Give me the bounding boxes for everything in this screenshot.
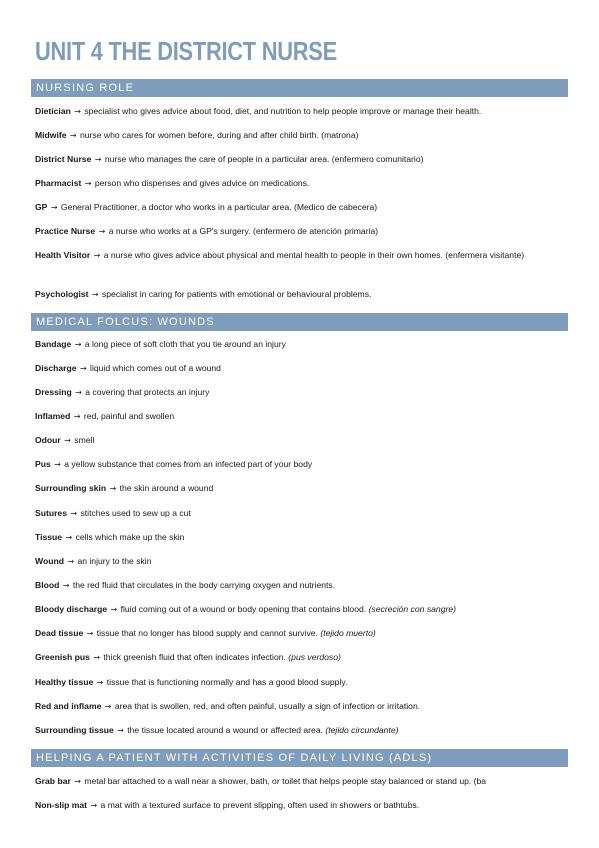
- glossary-term: Healthy tissue: [35, 677, 94, 687]
- glossary-entry: [35, 458, 565, 471]
- glossary-entry: [35, 225, 565, 238]
- glossary-term: GP: [35, 202, 48, 212]
- glossary-term: Wound: [35, 556, 64, 566]
- glossary-definition: nurse who manages the care of people in a particular area. (enfermero comunitario): [104, 154, 424, 164]
- glossary-entry: [35, 799, 565, 812]
- glossary-entry: [35, 531, 565, 544]
- arrow-right-icon: →: [109, 484, 117, 493]
- arrow-right-icon: →: [54, 460, 61, 469]
- arrow-right-icon: →: [64, 436, 71, 445]
- glossary-term: Bloody discharge: [35, 604, 108, 614]
- glossary-term: Inflamed: [35, 411, 71, 421]
- glossary-term: Dead tissue: [35, 628, 84, 638]
- glossary-definition: a yellow substance that comes from an infected part of your body: [64, 459, 313, 469]
- glossary-entry: [35, 105, 565, 118]
- glossary-definition: a long piece of soft cloth that you tie around an injury: [84, 339, 286, 349]
- glossary-entry: [35, 288, 565, 301]
- arrow-right-icon: →: [65, 533, 73, 542]
- arrow-right-icon: →: [86, 629, 94, 638]
- glossary-definition: General Practitioner, a doctor who works in a particular area. (Medico de cabecera): [60, 202, 378, 212]
- glossary-entry: [35, 201, 565, 214]
- glossary-entry: [35, 651, 565, 664]
- glossary-term: Pus: [35, 459, 51, 469]
- glossary-entry: [35, 507, 565, 520]
- glossary-term: Discharge: [35, 363, 77, 373]
- glossary-term: Health Visitor: [35, 250, 91, 260]
- glossary-entry: [35, 627, 565, 640]
- arrow-right-icon: →: [90, 801, 98, 810]
- arrow-right-icon: →: [79, 364, 87, 373]
- glossary-definition: thick greenish fluid that often indicates infection.: [103, 652, 286, 662]
- arrow-right-icon: →: [104, 702, 112, 711]
- glossary-entry: [35, 579, 565, 592]
- glossary-entry: [35, 177, 565, 190]
- arrow-right-icon: →: [98, 227, 106, 236]
- glossary-term: District Nurse: [35, 154, 92, 164]
- arrow-right-icon: →: [96, 678, 104, 687]
- arrow-right-icon: →: [50, 203, 58, 212]
- glossary-translation: (tejido circundante): [325, 725, 399, 735]
- glossary-entry: [35, 410, 565, 423]
- arrow-right-icon: →: [67, 557, 75, 566]
- glossary-definition: person who dispenses and gives advice on medications.: [94, 178, 310, 188]
- glossary-term: Dietician: [35, 106, 71, 116]
- glossary-definition: cells which make up the skin: [75, 532, 185, 542]
- glossary-definition: a nurse who gives advice about physical and mental health to people in their own homes. (enfermera visitante): [103, 250, 525, 260]
- glossary-term: Non-slip mat: [35, 800, 88, 810]
- glossary-term: Odour: [35, 435, 61, 445]
- arrow-right-icon: →: [73, 412, 81, 421]
- glossary-entry: [35, 249, 565, 262]
- glossary-term: Psychologist: [35, 289, 89, 299]
- arrow-right-icon: →: [74, 107, 81, 116]
- arrow-right-icon: →: [93, 653, 101, 662]
- glossary-definition: a covering that protects an injury: [85, 387, 210, 397]
- glossary-term: Bandage: [35, 339, 72, 349]
- glossary-term: Greenish pus: [35, 652, 90, 662]
- arrow-right-icon: →: [70, 509, 78, 518]
- glossary-definition: a mat with a textured surface to prevent slipping, often used in showers or bathtubs.: [100, 800, 420, 810]
- glossary-definition: nurse who cares for women before, during and after child birth. (matrona): [80, 130, 359, 140]
- arrow-right-icon: →: [75, 388, 82, 397]
- arrow-right-icon: →: [93, 251, 101, 260]
- glossary-definition: the skin around a wound: [119, 483, 214, 493]
- glossary-term: Surrounding skin: [35, 483, 107, 493]
- glossary-term: Dressing: [35, 387, 72, 397]
- glossary-entry: [35, 724, 565, 737]
- glossary-definition: red, painful and swollen: [83, 411, 175, 421]
- glossary-definition: area that is swollen, red, and often painful, usually a sign of infection or irritation.: [114, 701, 421, 711]
- glossary-term: Midwife: [35, 130, 67, 140]
- glossary-entry: [35, 129, 565, 142]
- arrow-right-icon: →: [62, 581, 70, 590]
- glossary-translation: (pus verdoso): [288, 652, 341, 662]
- glossary-term: Practice Nurse: [35, 226, 96, 236]
- glossary-entry: [35, 676, 565, 689]
- arrow-right-icon: →: [84, 179, 92, 188]
- glossary-definition: a nurse who works at a GP's surgery. (enfermero de atención primaria): [108, 226, 379, 236]
- glossary-entry: [35, 775, 565, 788]
- arrow-right-icon: →: [94, 155, 102, 164]
- glossary-definition: tissue that is functioning normally and has a good blood supply.: [106, 677, 348, 687]
- glossary-term: Blood: [35, 580, 60, 590]
- glossary-entry: [35, 603, 565, 616]
- glossary-term: Sutures: [35, 508, 67, 518]
- glossary-definition: liquid which comes out of a wound: [90, 363, 221, 373]
- glossary-entry: [35, 700, 565, 713]
- glossary-term: Pharmacist: [35, 178, 82, 188]
- glossary-definition: the red fluid that circulates in the body carrying oxygen and nutrients.: [72, 580, 336, 590]
- glossary-entry: [35, 482, 565, 495]
- glossary-definition: fluid coming out of a wound or body opening that contains blood.: [120, 604, 367, 614]
- arrow-right-icon: →: [117, 726, 124, 735]
- section-heading: NURSING ROLE: [31, 79, 568, 97]
- glossary-definition: an injury to the skin: [77, 556, 152, 566]
- glossary-entry: [35, 555, 565, 568]
- arrow-right-icon: →: [69, 131, 77, 140]
- document-title: UNIT 4 THE DISTRICT NURSE: [35, 36, 337, 66]
- glossary-definition: specialist in caring for patients with emotional or behavioural problems.: [101, 289, 372, 299]
- arrow-right-icon: →: [110, 605, 118, 614]
- glossary-entry: [35, 362, 565, 375]
- glossary-definition: specialist who gives advice about food, diet, and nutrition to help people improve or manage their health.: [84, 106, 482, 116]
- section-heading: HELPING A PATIENT WITH ACTIVITIES OF DAILY LIVING (ADLS): [31, 749, 568, 767]
- glossary-translation: (tejido muerto): [320, 628, 376, 638]
- glossary-term: Tissue: [35, 532, 63, 542]
- glossary-entry: [35, 153, 565, 166]
- glossary-definition: metal bar attached to a wall near a shower, bath, or toilet that helps people stay balanced or stand up. (ba: [84, 776, 487, 786]
- glossary-translation: (secreción con sangre): [368, 604, 456, 614]
- section-heading: MEDICAL FOLCUS: WOUNDS: [31, 313, 568, 331]
- glossary-entry: [35, 386, 565, 399]
- glossary-definition: smell: [74, 435, 95, 445]
- glossary-term: Surrounding tissue: [35, 725, 114, 735]
- arrow-right-icon: →: [91, 290, 99, 299]
- glossary-entry: [35, 434, 565, 447]
- glossary-entry: [35, 338, 565, 351]
- glossary-term: Grab bar: [35, 776, 71, 786]
- arrow-right-icon: →: [74, 340, 82, 349]
- glossary-definition: stitches used to sew up a cut: [80, 508, 191, 518]
- glossary-definition: tissue that no longer has blood supply and cannot survive.: [96, 628, 318, 638]
- glossary-term: Red and inflame: [35, 701, 102, 711]
- glossary-definition: the tissue located around a wound or affected area.: [127, 725, 323, 735]
- arrow-right-icon: →: [74, 777, 81, 786]
